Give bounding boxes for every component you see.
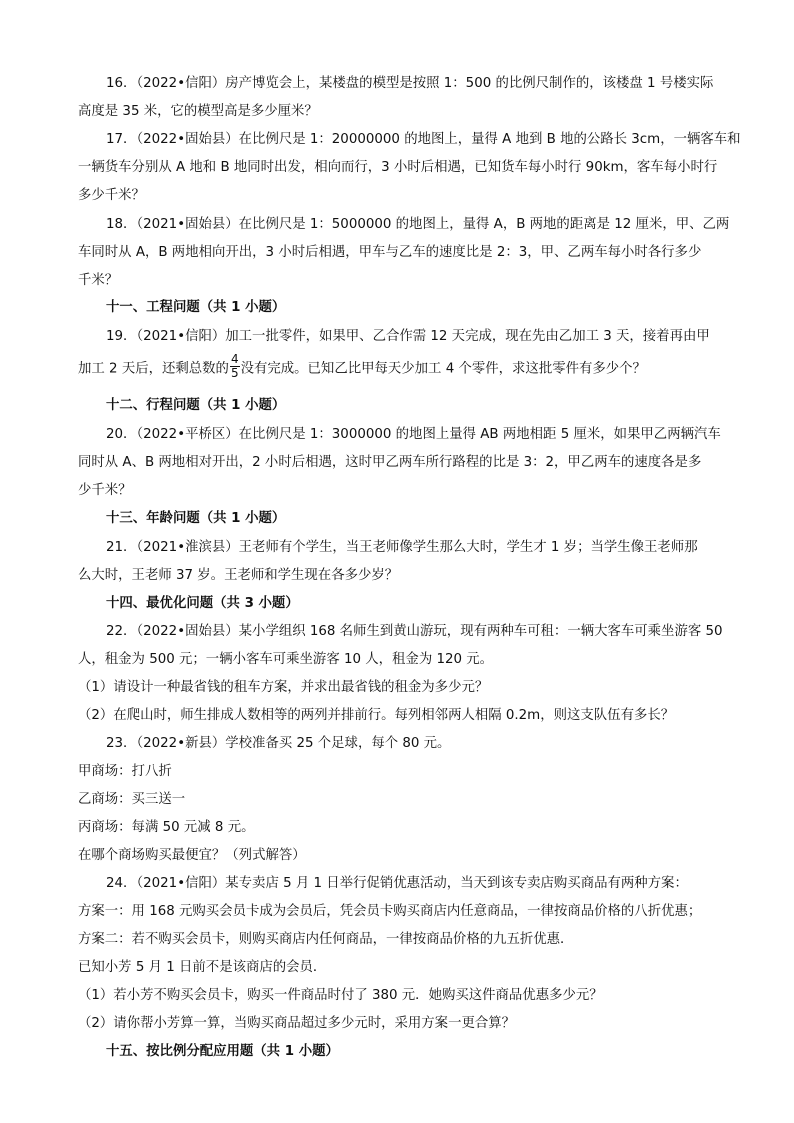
q22-sub-1: （1）请设计一种最省钱的租车方案，并求出最省钱的租金为多少元？	[78, 680, 489, 695]
section-14-heading: 十四、最优化问题（共 3 小题）	[106, 596, 299, 611]
q24-sub-2: （2）请你帮小芳算一算，当购买商品超过多少元时，采用方案一更合算？	[78, 1016, 516, 1031]
q22-line-2: 人，租金为 500 元；一辆小客车可乘坐游客 10 人，租金为 120 元。	[78, 652, 494, 667]
q17-line-2: 一辆货车分别从 A 地和 B 地同时出发，相向而行，3 小时后相遇，已知货车每小时行 90km，客车每小时行	[78, 160, 718, 175]
q19-line-2	[78, 352, 646, 382]
section-13-heading: 十三、年龄问题（共 1 小题）	[106, 511, 286, 526]
section-11-heading: 十一、工程问题（共 1 小题）	[106, 300, 286, 315]
q17-line-3: 多少千米？	[78, 188, 145, 203]
q20-line-1: 20．（2022•平桥区）在比例尺是 1：3000000 的地图上量得 AB 两地相距 5 厘米，如果甲乙两辆汽车	[106, 427, 721, 442]
q22-sub-2: （2）在爬山时，师生排成人数相等的两列并排前行。每列相邻两人相隔 0.2m，则这支队伍有多长？	[78, 708, 675, 723]
fraction-numerator: 4	[230, 352, 239, 366]
q21-line-1: 21．（2021•淮滨县）王老师有个学生，当王老师像学生那么大时，学生才 1 岁；当学生像王老师那	[106, 540, 698, 555]
q16-line-2: 高度是 35 米，它的模型高是多少厘米？	[78, 104, 318, 119]
q18-line-2: 车同时从 A，B 两地相向开出，3 小时后相遇，甲车与乙车的速度比是 2：3，甲、乙两车每小时各行多少	[78, 245, 702, 260]
q24-sub-1: （1）若小芳不购买会员卡，购买一件商品时付了 380 元．她购买这件商品优惠多少元？	[78, 988, 603, 1003]
q17-line-1: 17．（2022•固始县）在比例尺是 1：20000000 的地图上，量得 A 地到 B 地的公路长 3cm，一辆客车和	[106, 132, 741, 147]
q18-line-1: 18．（2021•固始县）在比例尺是 1：5000000 的地图上，量得 A，B 两地的距离是 12 厘米，甲、乙两	[106, 217, 730, 232]
q21-line-2: 么大时，王老师 37 岁。王老师和学生现在各多少岁？	[78, 568, 399, 583]
q18-line-3: 千米？	[78, 273, 119, 288]
fraction-four-fifths	[230, 353, 240, 380]
q24-condition: 已知小芳 5 月 1 日前不是该商店的会员．	[78, 960, 327, 975]
q23-line-1: 23．（2022•新县）学校准备买 25 个足球，每个 80 元。	[106, 736, 451, 751]
q24-line-1: 24．（2021•信阳）某专卖店 5 月 1 日举行促销优惠活动，当天到该专卖店购买商品有两种方案：	[106, 876, 688, 891]
fraction-denominator: 5	[230, 366, 239, 380]
q23-store-c: 丙商场：每满 50 元减 8 元。	[78, 820, 255, 835]
q22-line-1: 22．（2022•固始县）某小学组织 168 名师生到黄山游玩，现有两种车可租：一辆大客车可乘坐游客 50	[106, 624, 723, 639]
q19-line-2-end: 没有完成。已知乙比甲每天少加工 4 个零件，求这批零件有多少个？	[240, 361, 646, 377]
q24-plan-2: 方案二：若不购买会员卡，则购买商店内任何商品，一律按商品价格的九五折优惠．	[78, 932, 574, 947]
q20-line-2: 同时从 A、B 两地相对开出，2 小时后相遇，这时甲乙两车所行路程的比是 3：2，甲乙两车的速度各是多	[78, 455, 702, 470]
q16-line-1: 16．（2022•信阳）房产博览会上，某楼盘的模型是按照 1：500 的比例尺制作的，该楼盘 1 号楼实际	[106, 76, 714, 91]
section-15-heading: 十五、按比例分配应用题（共 1 小题）	[106, 1044, 339, 1059]
q19-line-2-start: 加工 2 天后，还剩总数的	[78, 361, 229, 377]
q19-line-1: 19．（2021•信阳）加工一批零件，如果甲、乙合作需 12 天完成，现在先由乙加工 3 天，接着再由甲	[106, 329, 710, 344]
q23-question: 在哪个商场购买最便宜？（列式解答）	[78, 848, 306, 863]
q24-plan-1: 方案一：用 168 元购买会员卡成为会员后，凭会员卡购买商店内任意商品，一律按商品价格的八折优惠；	[78, 904, 702, 919]
q23-store-a: 甲商场：打八折	[78, 764, 172, 779]
q23-store-b: 乙商场：买三送一	[78, 792, 186, 807]
section-12-heading: 十二、行程问题（共 1 小题）	[106, 398, 286, 413]
q20-line-3: 少千米？	[78, 483, 132, 498]
